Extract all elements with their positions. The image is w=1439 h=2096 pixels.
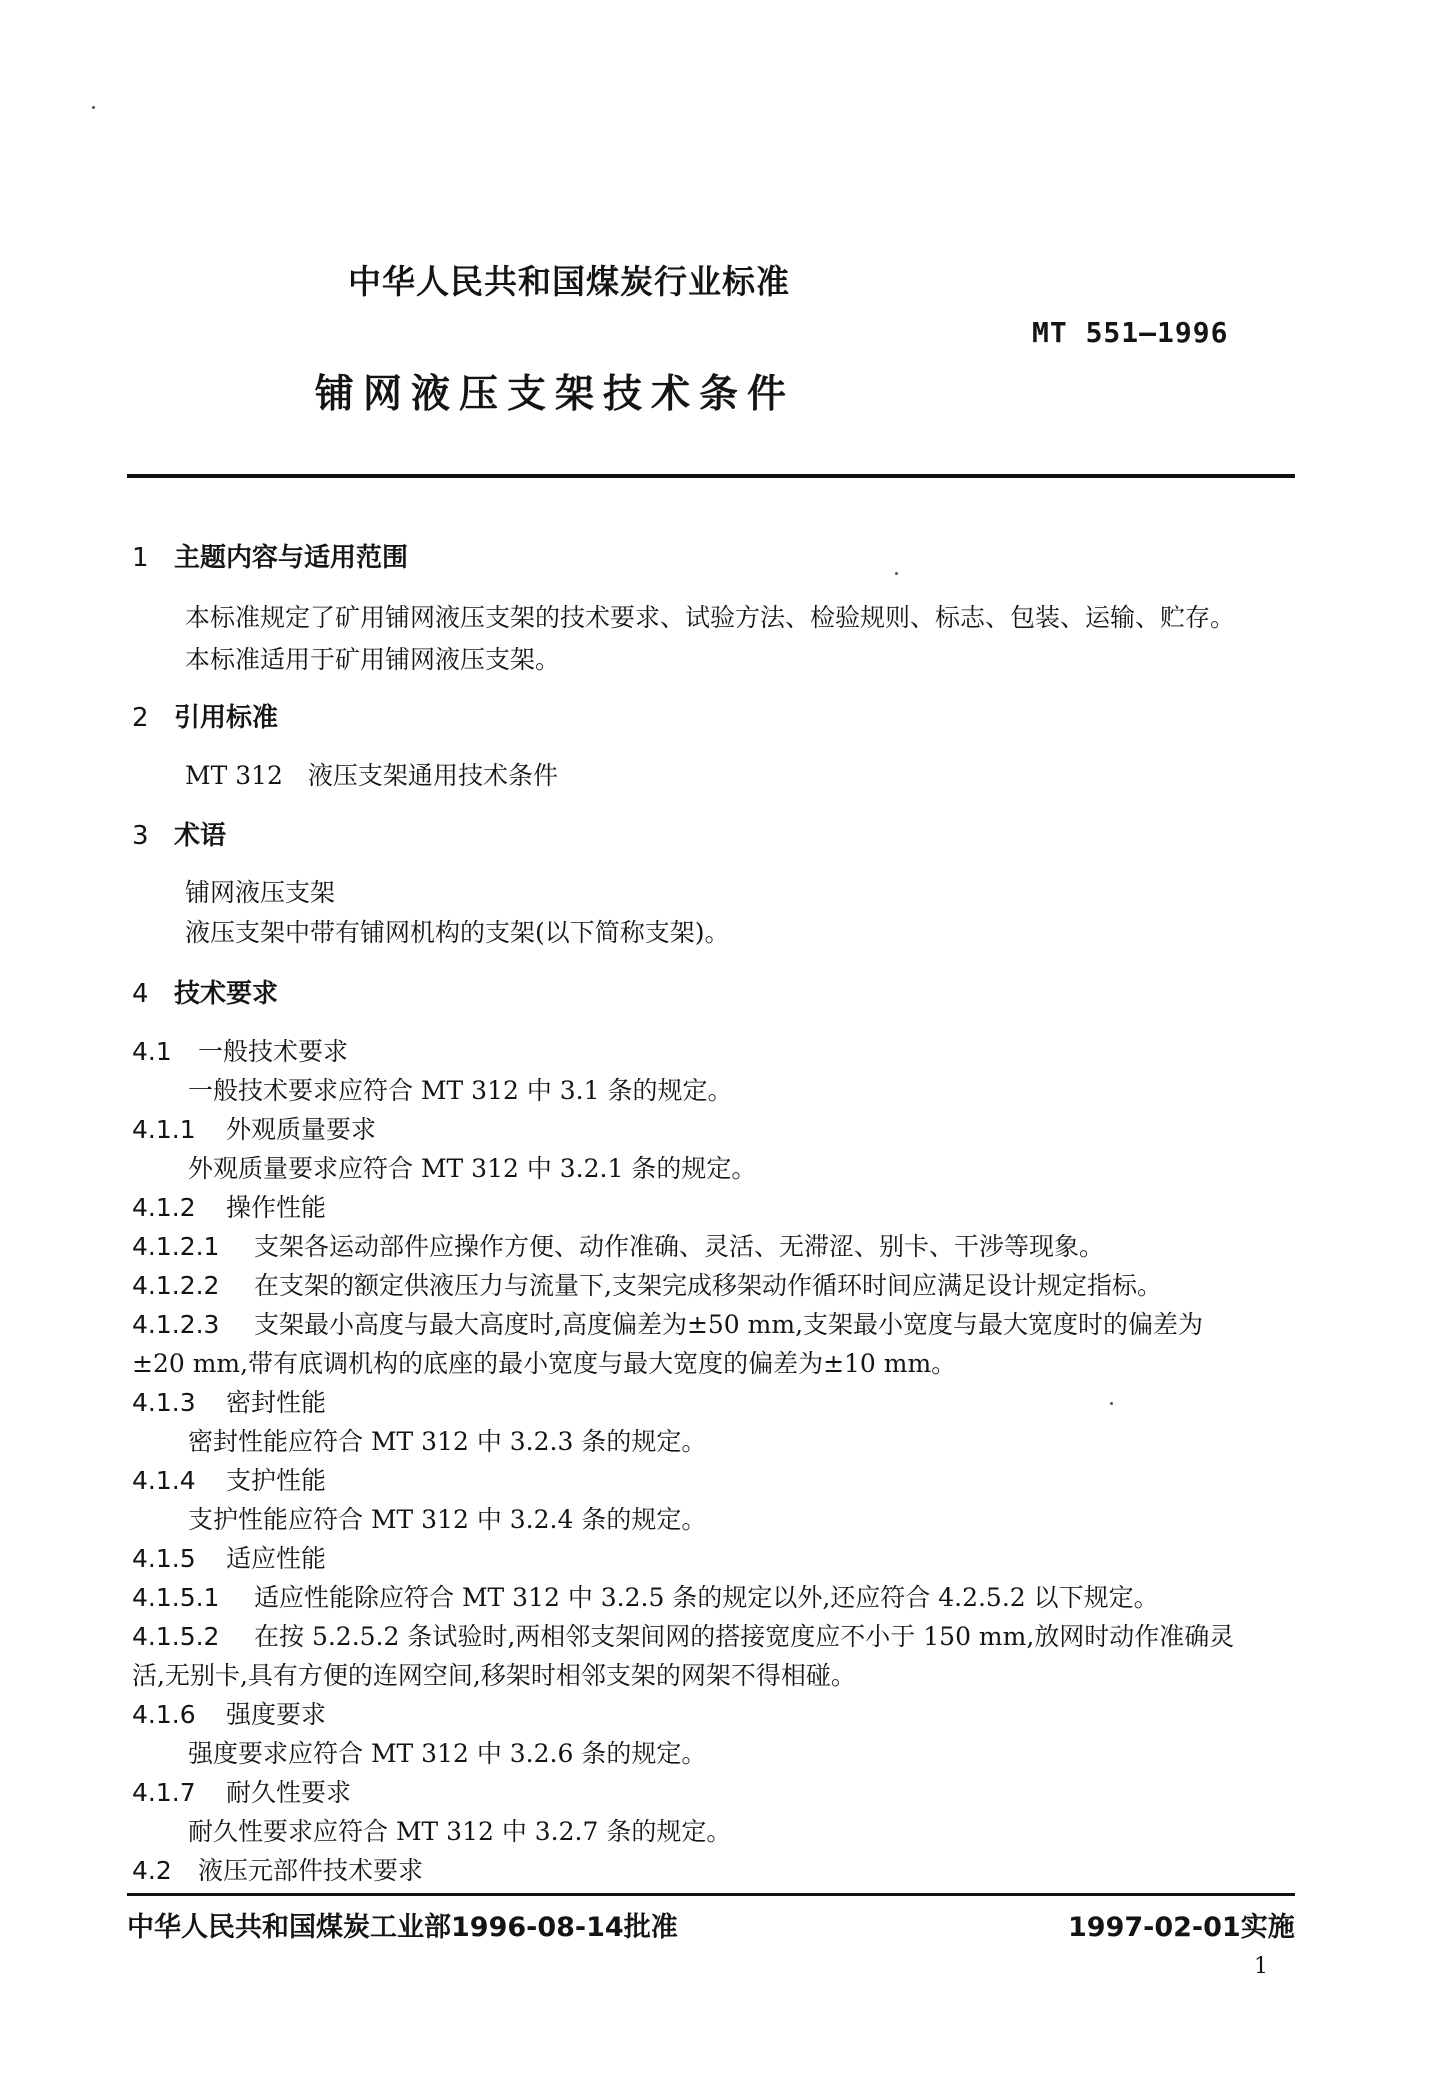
industry-standard-heading: 中华人民共和国煤炭行业标准: [348, 262, 790, 301]
section-heading-3: 3 术语: [132, 821, 227, 851]
clause-4-1-2: 4.1.2 操作性能: [132, 1193, 327, 1222]
clause-4-1-7: 4.1.7 耐久性要求: [132, 1778, 352, 1807]
effective-date: 1997-02-01实施: [1068, 1912, 1295, 1943]
clause-continuation: ±20 mm,带有底调机构的底座的最小宽度与最大宽度的偏差为±10 mm。: [132, 1349, 957, 1378]
scan-speck: [1110, 1402, 1113, 1405]
section-heading-1: 1 主题内容与适用范围: [132, 543, 409, 573]
clause-body: 支护性能应符合 MT 312 中 3.2.4 条的规定。: [188, 1505, 707, 1534]
term-name: 铺网液压支架: [185, 878, 336, 907]
scan-speck: [92, 106, 95, 109]
section-heading-2: 2 引用标准: [132, 703, 279, 733]
clause-4-1-5-2: 4.1.5.2 在按 5.2.5.2 条试验时,两相邻支架间网的搭接宽度应不小于 150 mm,放网时动作准确灵: [132, 1622, 1235, 1651]
clause-4-2: 4.2 液压元部件技术要求: [132, 1856, 424, 1885]
scan-speck: [895, 572, 898, 575]
clause-4-1-1: 4.1.1 外观质量要求: [132, 1115, 377, 1144]
clause-continuation: 活,无别卡,具有方便的连网空间,移架时相邻支架的网架不得相碰。: [132, 1661, 856, 1690]
clause-4-1-5: 4.1.5 适应性能: [132, 1544, 327, 1573]
clause-4-1-3: 4.1.3 密封性能: [132, 1388, 327, 1417]
clause-4-1-6: 4.1.6 强度要求: [132, 1700, 327, 1729]
section-heading-4: 4 技术要求: [132, 979, 279, 1009]
bottom-rule: [127, 1893, 1295, 1896]
page-number: 1: [1254, 1954, 1268, 1979]
top-rule: [127, 474, 1295, 478]
approval-line: 中华人民共和国煤炭工业部1996-08-14批准: [127, 1912, 678, 1943]
clause-body: 一般技术要求应符合 MT 312 中 3.1 条的规定。: [188, 1076, 733, 1105]
clause-body: 耐久性要求应符合 MT 312 中 3.2.7 条的规定。: [188, 1817, 732, 1846]
clause-4-1-4: 4.1.4 支护性能: [132, 1466, 327, 1495]
clause-4-1-2-2: 4.1.2.2 在支架的额定供液压力与流量下,支架完成移架动作循环时间应满足设计规定指标。: [132, 1271, 1162, 1300]
clause-4-1-2-3: 4.1.2.3 支架最小高度与最大高度时,高度偏差为±50 mm,支架最小宽度与最大宽度时的偏差为: [132, 1310, 1204, 1339]
clause-body: 密封性能应符合 MT 312 中 3.2.3 条的规定。: [188, 1427, 707, 1456]
clause-body: 外观质量要求应符合 MT 312 中 3.2.1 条的规定。: [188, 1154, 757, 1183]
clause-body: 强度要求应符合 MT 312 中 3.2.6 条的规定。: [188, 1739, 707, 1768]
clause-4-1-5-1: 4.1.5.1 适应性能除应符合 MT 312 中 3.2.5 条的规定以外,还应符合 4.2.5.2 以下规定。: [132, 1583, 1159, 1612]
standard-number: MT 551—1996: [1032, 316, 1229, 349]
clause-4-1: 4.1 一般技术要求: [132, 1037, 349, 1066]
section-1-paragraph: 本标准规定了矿用铺网液压支架的技术要求、试验方法、检验规则、标志、包装、运输、贮存。: [185, 603, 1236, 632]
section-1-paragraph: 本标准适用于矿用铺网液压支架。: [185, 645, 561, 674]
term-definition: 液压支架中带有铺网机构的支架(以下简称支架)。: [185, 918, 730, 947]
clause-4-1-2-1: 4.1.2.1 支架各运动部件应操作方便、动作准确、灵活、无滞涩、别卡、干涉等现象。: [132, 1232, 1105, 1261]
document-title: 铺网液压支架技术条件: [315, 372, 796, 417]
referenced-standard: MT 312 液压支架通用技术条件: [185, 761, 558, 790]
